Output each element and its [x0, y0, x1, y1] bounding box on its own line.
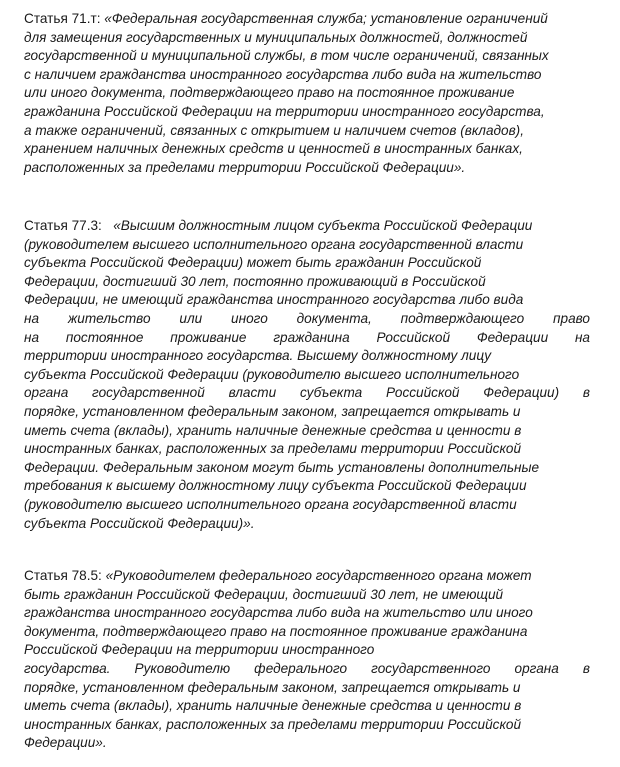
article-text-line: для замещения государственных и муниципальных должностей, должностей	[24, 29, 528, 45]
article-71	[24, 10, 590, 177]
article-text-line: (руководителю высшего исполнительного органа государственной власти	[24, 496, 517, 512]
article-text-line: расположенных за пределами территории Российской Федерации».	[24, 159, 466, 175]
article-text-line: Российской Федерации на территории иностранного	[24, 642, 375, 658]
article-text-line: органа государственной власти субъекта Российской Федерации) в	[24, 385, 590, 401]
article-text-line: иностранных банках, расположенных за пределами территории Российской	[24, 441, 522, 457]
article-text-line: хранением наличных денежных средств и ценностей в иностранных банках,	[24, 141, 523, 157]
article-text-line: или иного документа, подтверждающего право на постоянное проживание	[24, 85, 515, 101]
article-text-line: быть гражданин Российской Федерации, достигший 30 лет, не имеющий	[24, 586, 504, 602]
article-text-line: иметь счета (вклады), хранить наличные денежные средства и ценности в	[24, 422, 522, 438]
article-text-line: гражданина Российской Федерации на территории иностранного государства,	[24, 103, 545, 119]
article-text-line: «Федеральная государственная служба; установление ограничений	[104, 11, 548, 26]
article-text-line: субъекта Российской Федерации)».	[24, 515, 255, 531]
article-text-line: субъекта Российской Федерации (руководителю высшего исполнительного	[24, 366, 520, 382]
article-text-line: территории иностранного государства. Высшему должностному лицу	[24, 348, 492, 364]
article-text-line: Федерации. Федеральным законом могут быть установлены дополнительные	[24, 459, 540, 475]
article-text-line: государства. Руководителю федерального государственного органа в	[24, 660, 590, 676]
article-text-line: «Руководителем федерального государственного органа может	[105, 568, 532, 583]
article-text-line: гражданства иностранного государства либо вида на жительство или иного	[24, 605, 533, 621]
article-text-line: Федерации, не имеющий гражданства иностранного государства либо вида	[24, 292, 524, 308]
article-78	[24, 567, 590, 753]
article-text-line: субъекта Российской Федерации) может быть гражданин Российской	[24, 255, 482, 271]
article-text-line: с наличием гражданства иностранного государства либо вида на жительство	[24, 66, 542, 82]
article-text-line: (руководителем высшего исполнительного органа государственной власти	[24, 236, 524, 252]
article-text-line: на жительство или иного документа, подтверждающего право	[24, 310, 590, 326]
article-text-line: Федерации, достигший 30 лет, постоянно проживающий в Российской	[24, 273, 486, 289]
article-label: Статья 71.т:	[24, 11, 101, 26]
article-text-line: требования к высшему должностному лицу субъекта Российской Федерации	[24, 478, 527, 494]
article-text-line: на постоянное проживание гражданина Российской Федерации на	[24, 329, 590, 345]
article-text-line: порядке, установленном федеральным законом, запрещается открывать и	[24, 679, 521, 695]
article-text-line: Федерации».	[24, 735, 107, 751]
article-text-line: документа, подтверждающего право на постоянное проживание гражданина	[24, 623, 528, 639]
article-text-line: государственной и муниципальной службы, в том числе ограничений, связанных	[24, 48, 549, 64]
article-text-line: а также ограничений, связанных с открытием и наличием счетов (вкладов),	[24, 122, 524, 138]
article-77	[24, 217, 590, 533]
article-text-line: порядке, установленном федеральным законом, запрещается открывать и	[24, 403, 521, 419]
article-label: Статья 78.5:	[24, 568, 102, 583]
article-text-line: иметь счета (вклады), хранить наличные денежные средства и ценности в	[24, 698, 522, 714]
article-label: Статья 77.3:	[24, 218, 102, 233]
article-text-line: «Высшим должностным лицом субъекта Российской Федерации	[113, 218, 533, 233]
article-text-line: иностранных банках, расположенных за пределами территории Российской	[24, 716, 522, 732]
